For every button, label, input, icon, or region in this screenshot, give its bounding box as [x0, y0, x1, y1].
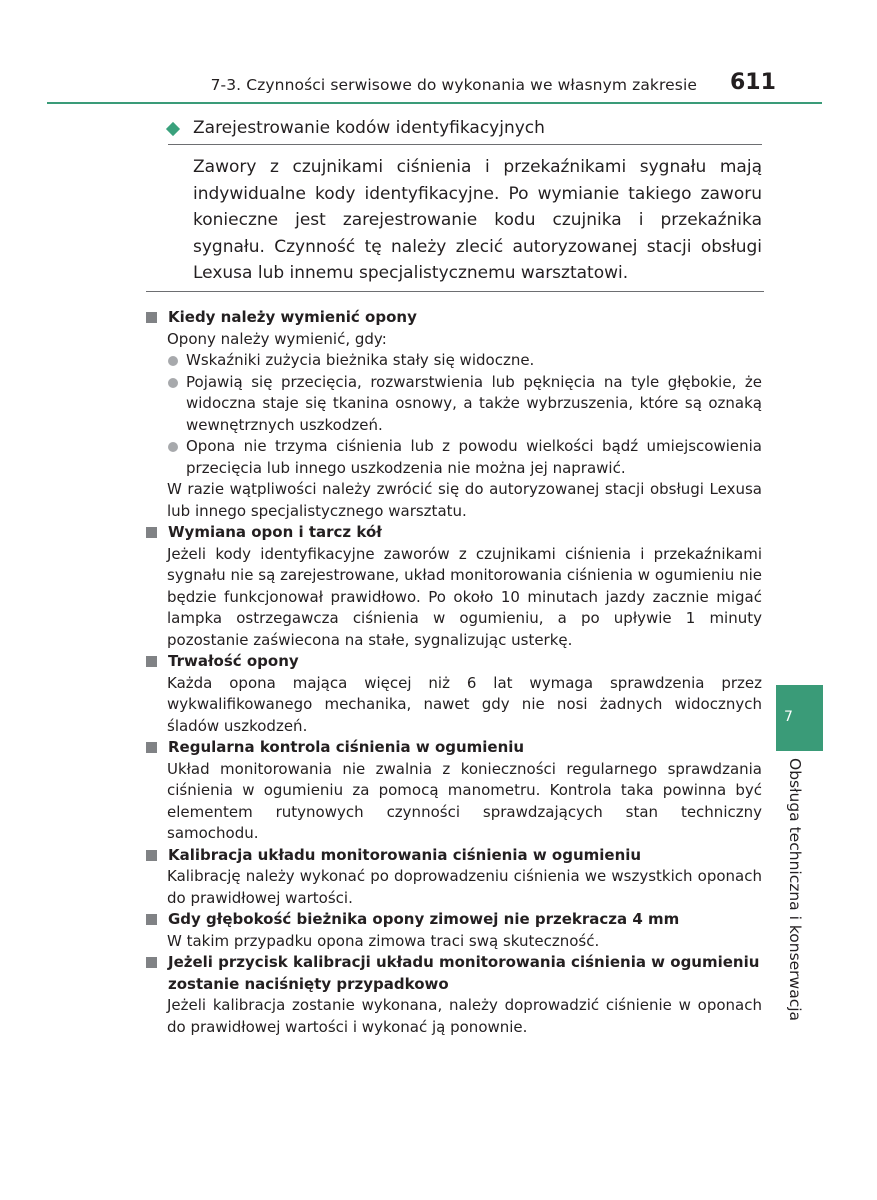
section-heading: Kalibracja układu monitorowania ciśnienia w ogumieniu	[146, 845, 762, 867]
diamond-icon	[166, 122, 180, 136]
section-lead: Opony należy wymienić, gdy:	[167, 329, 387, 348]
section-heading: Regularna kontrola ciśnienia w ogumieniu	[146, 737, 762, 759]
section-text: Jeżeli kalibracja zostanie wykonana, należy doprowadzić ciśnienie w oponach do prawidłowej wartości i wykonać ją ponownie.	[167, 996, 762, 1036]
intro-title-rule	[168, 144, 762, 145]
section-heading: Gdy głębokość bieżnika opony zimowej nie przekracza 4 mm	[146, 909, 762, 931]
chapter-number: 7	[784, 709, 793, 725]
square-bullet-icon	[146, 312, 157, 323]
chapter-tab	[776, 685, 823, 751]
bullet-item: Pojawią się przecięcia, rozwarstwienia lub pęknięcia na tyle głębokie, że widoczna staje się tkanina osnowy, a także wybrzuszenia, które są oznaką wewnętrznych uszkodzeń.	[146, 372, 762, 437]
section-text: Kalibrację należy wykonać po doprowadzeniu ciśnienia we wszystkich oponach do prawidłowej wartości.	[167, 867, 762, 907]
square-bullet-icon	[146, 527, 157, 538]
section-heading: Wymiana opon i tarcz kół	[146, 522, 762, 544]
section-heading: Jeżeli przycisk kalibracji układu monitorowania ciśnienia w ogumieniu zostanie naciśnięty przypadkowo	[146, 952, 762, 995]
square-bullet-icon	[146, 656, 157, 667]
circle-bullet-icon	[168, 356, 178, 366]
section-text: Układ monitorowania nie zwalnia z konieczności regularnego sprawdzania ciśnienia w ogumieniu za pomocą manometru. Kontrola taka powinna być elementem rutynowych czynności sprawdzających stan techniczny samochodu.	[167, 759, 762, 842]
header-rule	[47, 102, 822, 104]
circle-bullet-icon	[168, 442, 178, 452]
section-heading: Kiedy należy wymienić opony	[146, 307, 762, 329]
bullet-item: Wskaźniki zużycia bieżnika stały się widoczne.	[146, 350, 762, 372]
page-number: 611	[730, 70, 776, 95]
intro-text: Zawory z czujnikami ciśnienia i przekaźnikami sygnału mają indywidualne kody identyfikacyjne. Po wymianie takiego zaworu konieczne jest zarejestrowanie kodu czujnika i przekaźnika sygnału. Czynność tę należy zlecić autoryzowanej stacji obsługi Lexusa lub innemu specjalistycznemu warsztatowi.	[193, 157, 762, 283]
header-section-title: 7-3. Czynności serwisowe do wykonania we własnym zakresie	[210, 76, 697, 94]
section-text: W razie wątpliwości należy zwrócić się do autoryzowanej stacji obsługi Lexusa lub innego specjalistycznego warsztatu.	[167, 480, 762, 520]
main-content	[146, 307, 762, 1038]
intro-title: Zarejestrowanie kodów identyfikacyjnych	[193, 118, 545, 138]
square-bullet-icon	[146, 957, 157, 968]
square-bullet-icon	[146, 914, 157, 925]
bullet-item: Opona nie trzyma ciśnienia lub z powodu wielkości bądź umiejscowienia przecięcia lub innego uszkodzenia nie można jej naprawić.	[146, 436, 762, 479]
section-text: W takim przypadku opona zimowa traci swą skuteczność.	[167, 931, 600, 950]
section-text: Każda opona mająca więcej niż 6 lat wymaga sprawdzenia przez wykwalifikowanego mechanika, nawet gdy nie nosi żadnych widocznych śladów uszkodzeń.	[167, 673, 762, 735]
square-bullet-icon	[146, 742, 157, 753]
square-bullet-icon	[146, 850, 157, 861]
chapter-label: Obsługa techniczna i konserwacja	[786, 758, 804, 1022]
section-heading: Trwałość opony	[146, 651, 762, 673]
section-text: Jeżeli kody identyfikacyjne zaworów z czujnikami ciśnienia i przekaźnikami sygnału nie są zarejestrowane, układ monitorowania ciśnienia w ogumieniu nie będzie funkcjonował prawidłowo. Po około 10 minutach jazdy zacznie migać lampka ostrzegawcza ciśnienia w ogumieniu, a po upływie 1 minuty pozostanie zaświecona na stałe, sygnalizując usterkę.	[167, 544, 762, 649]
circle-bullet-icon	[168, 378, 178, 388]
intro-block-rule	[146, 291, 764, 292]
